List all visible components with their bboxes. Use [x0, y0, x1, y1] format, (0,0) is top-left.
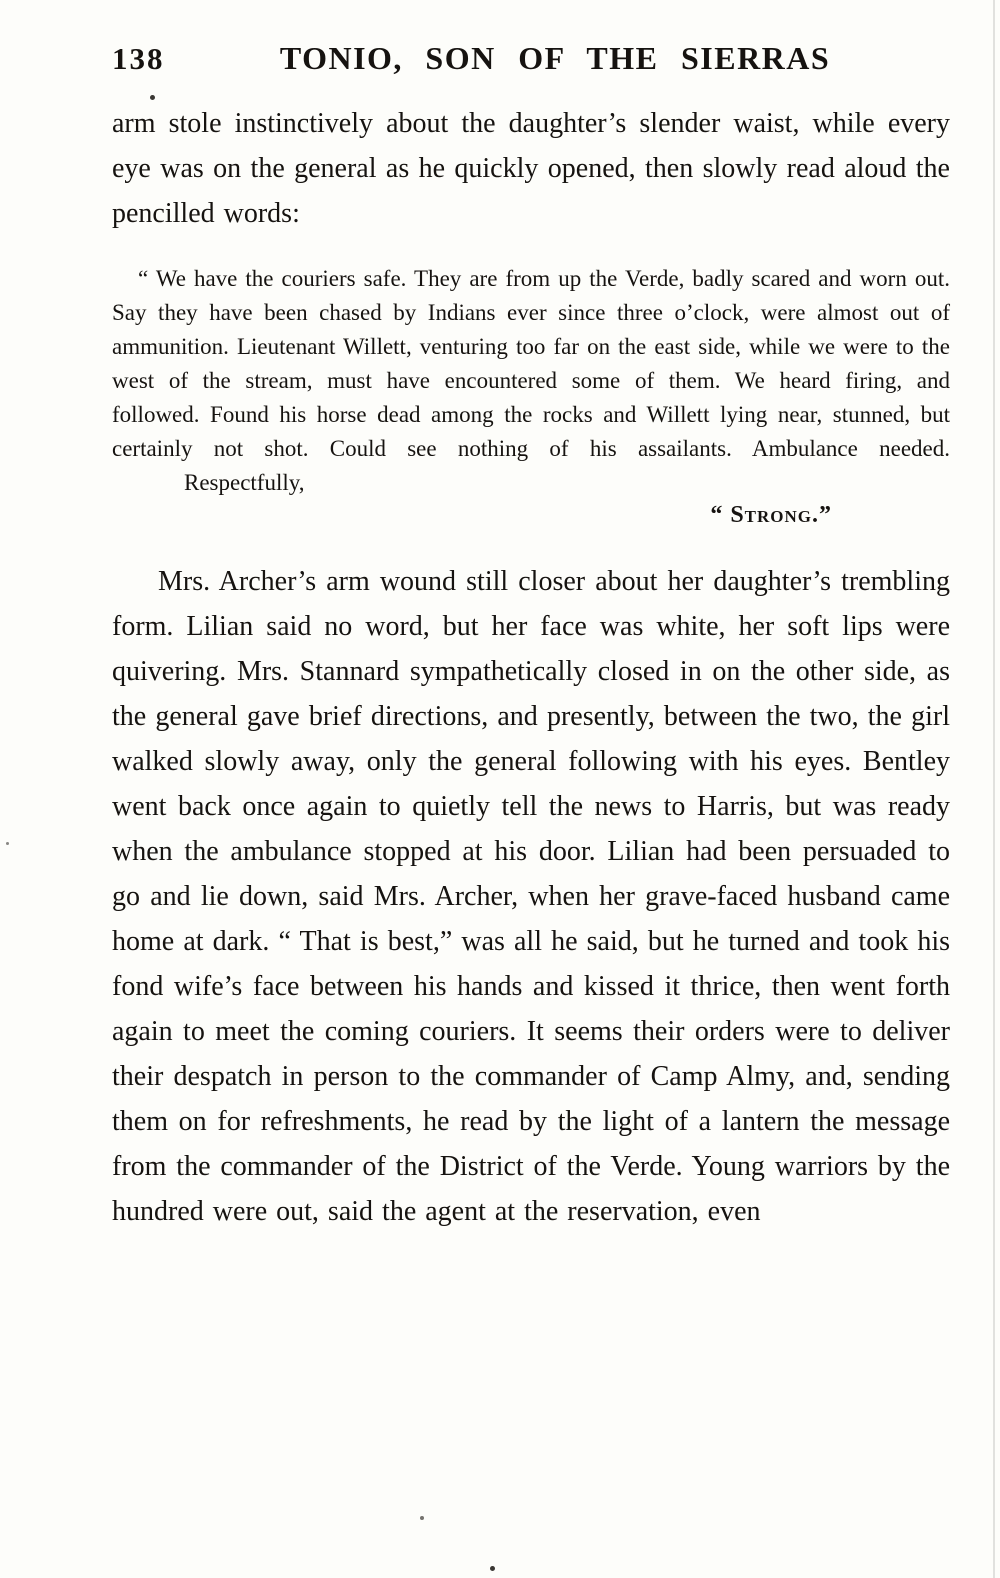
dispatch-closing: Respectfully, — [184, 470, 305, 495]
scan-artifact-dot — [490, 1566, 495, 1571]
page-body — [112, 101, 950, 1234]
dispatch-signature — [112, 502, 950, 529]
dispatch-text — [112, 262, 950, 500]
paragraph-opening: arm stole instinctively about the daughter’s slender waist, while every eye was on the general as he quickly opened, then slowly read aloud the pencilled words: — [112, 108, 950, 229]
page-header — [112, 40, 950, 77]
scan-artifact-dot — [6, 842, 9, 845]
dispatch-quote — [112, 262, 950, 529]
dispatch-message: “ We have the couriers safe. They are from up the Verde, badly scared and worn out. Say they have been chased by Indians ever since three o’clock, were almost out of ammunition. Lieutenant Willett, venturing too far on the east side, while we were to the west of the stream, must have encountered some of them. We heard firing, and followed. Found his horse dead among the rocks and Willett lying near, stunned, but certainly not shot. Could see nothing of his assailants. Ambulance needed. — [112, 266, 950, 461]
scan-artifact-dot — [420, 1516, 424, 1520]
dispatch-signature-name: “ Strong.” — [710, 502, 832, 528]
paragraph-main: Mrs. Archer’s arm wound still closer about her daughter’s trembling form. Lilian said no word, but her face was white, her soft lips were quivering. Mrs. Stannard sympathetically closed in on the other side, as the general gave brief directions, and presently, between the two, the girl walked slowly away, only the general following with his eyes. Bentley went back once again to quietly tell the news to Harris, but was ready when the ambulance stopped at his door. Lilian had been persuaded to go and lie down, said Mrs. Archer, when her grave-faced husband came home at dark. “ That is best,” was all he said, but he turned and took his fond wife’s face between his hands and kissed it thrice, then went forth again to meet the coming couriers. It seems their orders were to deliver their despatch in person to the commander of Camp Almy, and, sending them on for refreshments, he read by the light of a lantern the message from the commander of the District of the Verde. Young warriors by the hundred were out, said the agent at the reservation, even — [112, 566, 950, 1227]
scan-artifact-dot — [150, 95, 155, 100]
page-number: 138 — [112, 41, 165, 76]
running-title: TONIO, SON OF THE SIERRAS — [279, 40, 831, 76]
